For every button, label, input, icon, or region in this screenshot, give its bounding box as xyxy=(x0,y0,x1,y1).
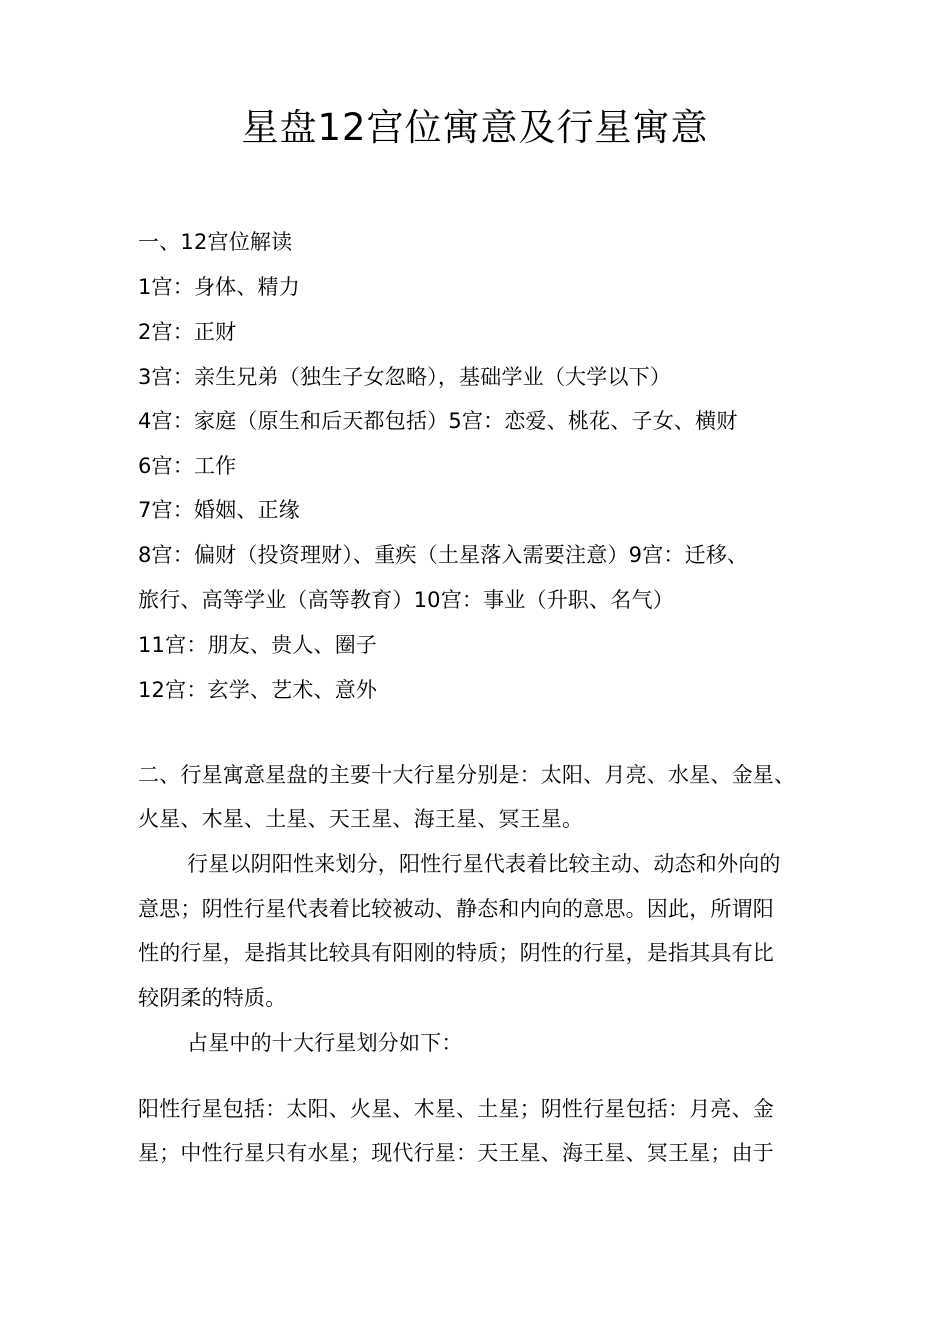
house-line-2: 2宫：正财 xyxy=(138,320,237,344)
house-line-4-5: 4宫：家庭（原生和后天都包括）5宫：恋爱、桃花、子女、横财 xyxy=(138,409,738,433)
paragraph1-line-4: 较阴柔的特质。 xyxy=(138,986,287,1010)
paragraph1-line-3: 性的行星，是指其比较具有阳刚的特质；阴性的行星，是指其具有比 xyxy=(138,941,774,965)
paragraph3-line-1: 阳性行星包括：太阳、火星、木星、土星；阴性行星包括：月亮、金 xyxy=(138,1097,774,1121)
house-line-8-9: 8宫：偏财（投资理财）、重疾（土星落入需要注意）9宫：迁移、 xyxy=(138,543,749,567)
house-line-7: 7宫：婚姻、正缘 xyxy=(138,498,300,522)
paragraph2: 占星中的十大行星划分如下： xyxy=(187,1031,463,1055)
paragraph1-line-2: 意思；阴性行星代表着比较被动、静态和内向的意思。因此，所谓阳 xyxy=(138,897,774,921)
house-line-1: 1宫：身体、精力 xyxy=(138,275,300,299)
paragraph1-line-1: 行星以阴阳性来划分，阳性行星代表着比较主动、动态和外向的 xyxy=(187,852,781,876)
house-line-11: 11宫：朋友、贵人、圈子 xyxy=(138,633,378,657)
house-line-12: 12宫：玄学、艺术、意外 xyxy=(138,678,378,702)
section1-heading: 一、12宫位解读 xyxy=(138,230,293,254)
document-title: 星盘12宫位寓意及行星寓意 xyxy=(241,106,709,149)
section2-heading-line-1: 二、行星寓意星盘的主要十大行星分别是：太阳、月亮、水星、金星、 xyxy=(138,763,796,787)
house-line-9-10: 旅行、高等学业（高等教育）10宫：事业（升职、名气） xyxy=(138,588,674,612)
section2-heading-line-2: 火星、木星、土星、天王星、海王星、冥王星。 xyxy=(138,807,584,831)
paragraph3-line-2: 星；中性行星只有水星；现代行星：天王星、海王星、冥王星；由于 xyxy=(138,1141,774,1165)
house-line-3: 3宫：亲生兄弟（独生子女忽略），基础学业（大学以下） xyxy=(138,365,672,389)
house-line-6: 6宫：工作 xyxy=(138,454,237,478)
